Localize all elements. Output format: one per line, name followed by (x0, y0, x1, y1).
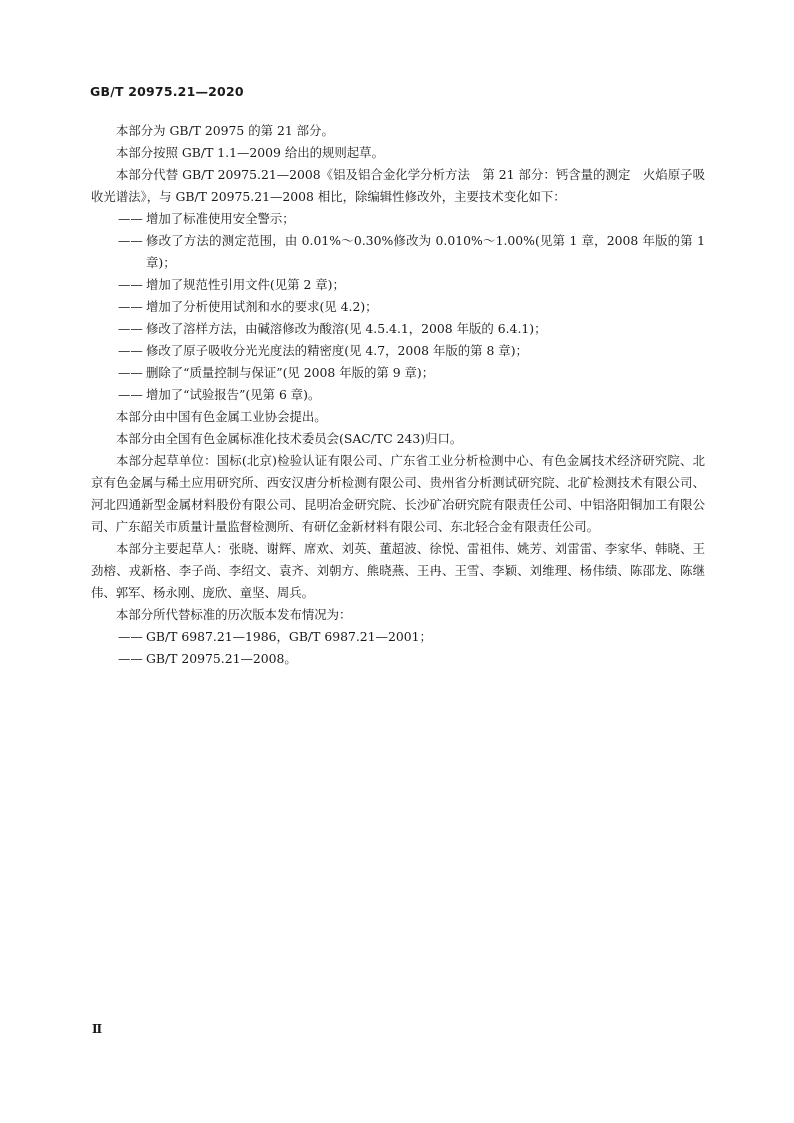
paragraph-drafters: 本部分主要起草人：张晓、谢辉、席欢、刘英、董超波、徐悦、雷祖伟、姚芳、刘雷雷、李家华、韩晓、王劲榕、戎新格、李子尚、李绍文、袁齐、刘朝方、熊晓燕、王冉、王雪、李颖、刘维理、杨伟绩、陈邵龙、陈继伟、郭军、杨永刚、庞欣、童坚、周兵。 (91, 541, 705, 600)
change-item: —— 修改了方法的测定范围，由 0.01%～0.30%修改为 0.010%～1.00%(见第 1 章，2008 年版的第 1 章)； (91, 230, 705, 274)
dash-mark: —— (118, 299, 143, 314)
dash-mark: —— (118, 321, 143, 336)
change-item: —— 修改了溶样方法，由碱溶修改为酸溶(见 4.5.4.1，2008 年版的 6.4.1)； (91, 318, 705, 340)
paragraph-part-statement: 本部分为 GB/T 20975 的第 21 部分。 (116, 123, 334, 138)
dash-mark: —— (118, 629, 143, 644)
change-item: —— 删除了“质量控制与保证”(见 2008 年版的第 9 章)； (91, 362, 705, 384)
page-number: Ⅱ (92, 1022, 103, 1036)
dash-mark: —— (118, 343, 143, 358)
dash-mark: —— (118, 277, 143, 292)
dash-mark: —— (118, 233, 143, 248)
change-item: —— 修改了原子吸收分光光度法的精密度(见 4.7，2008 年版的第 8 章)； (91, 340, 705, 362)
change-item: —— 增加了“试验报告”(见第 6 章)。 (91, 384, 705, 406)
paragraph-drafting-units: 本部分起草单位：国标(北京)检验认证有限公司、广东省工业分析检测中心、有色金属技术经济研究院、北京有色金属与稀土应用研究所、西安汉唐分析检测有限公司、贵州省分析测试研究院、北矿检测技术有限公司、河北四通新型金属材料股份有限公司、昆明冶金研究院、长沙矿冶研究院有限责任公司、中铝洛阳铜加工有限公司、广东韶关市质量计量监督检测所、有研亿金新材料有限公司、东北轻合金有限责任公司。 (91, 453, 705, 534)
dash-mark: —— (118, 651, 143, 666)
change-item: —— 增加了分析使用试剂和水的要求(见 4.2)； (91, 296, 705, 318)
history-list (91, 626, 705, 670)
changes-list (91, 208, 705, 406)
paragraph-drafting-rules: 本部分按照 GB/T 1.1—2009 给出的规则起草。 (116, 145, 384, 160)
dash-mark: —— (118, 387, 143, 402)
paragraph-history-intro: 本部分所代替标准的历次版本发布情况为： (116, 607, 352, 622)
history-item: —— GB/T 6987.21—1986，GB/T 6987.21—2001； (91, 626, 705, 648)
dash-mark: —— (118, 211, 143, 226)
standard-code-header: GB/T 20975.21—2020 (90, 84, 244, 99)
change-item: —— 增加了规范性引用文件(见第 2 章)； (91, 274, 705, 296)
paragraph-proposer: 本部分由中国有色金属工业协会提出。 (116, 409, 327, 424)
history-item: —— GB/T 20975.21—2008。 (91, 648, 705, 670)
paragraph-replacement: 本部分代替 GB/T 20975.21—2008《铝及铝合金化学分析方法 第 21 部分：钙含量的测定 火焰原子吸收光谱法》，与 GB/T 20975.21—2008 相比，除编辑性修改外，主要技术变化如下： (91, 167, 705, 204)
change-item: —— 增加了标准使用安全警示； (91, 208, 705, 230)
paragraph-committee: 本部分由全国有色金属标准化技术委员会(SAC/TC 243)归口。 (116, 431, 463, 446)
dash-mark: —— (118, 365, 143, 380)
foreword-body (91, 120, 705, 670)
